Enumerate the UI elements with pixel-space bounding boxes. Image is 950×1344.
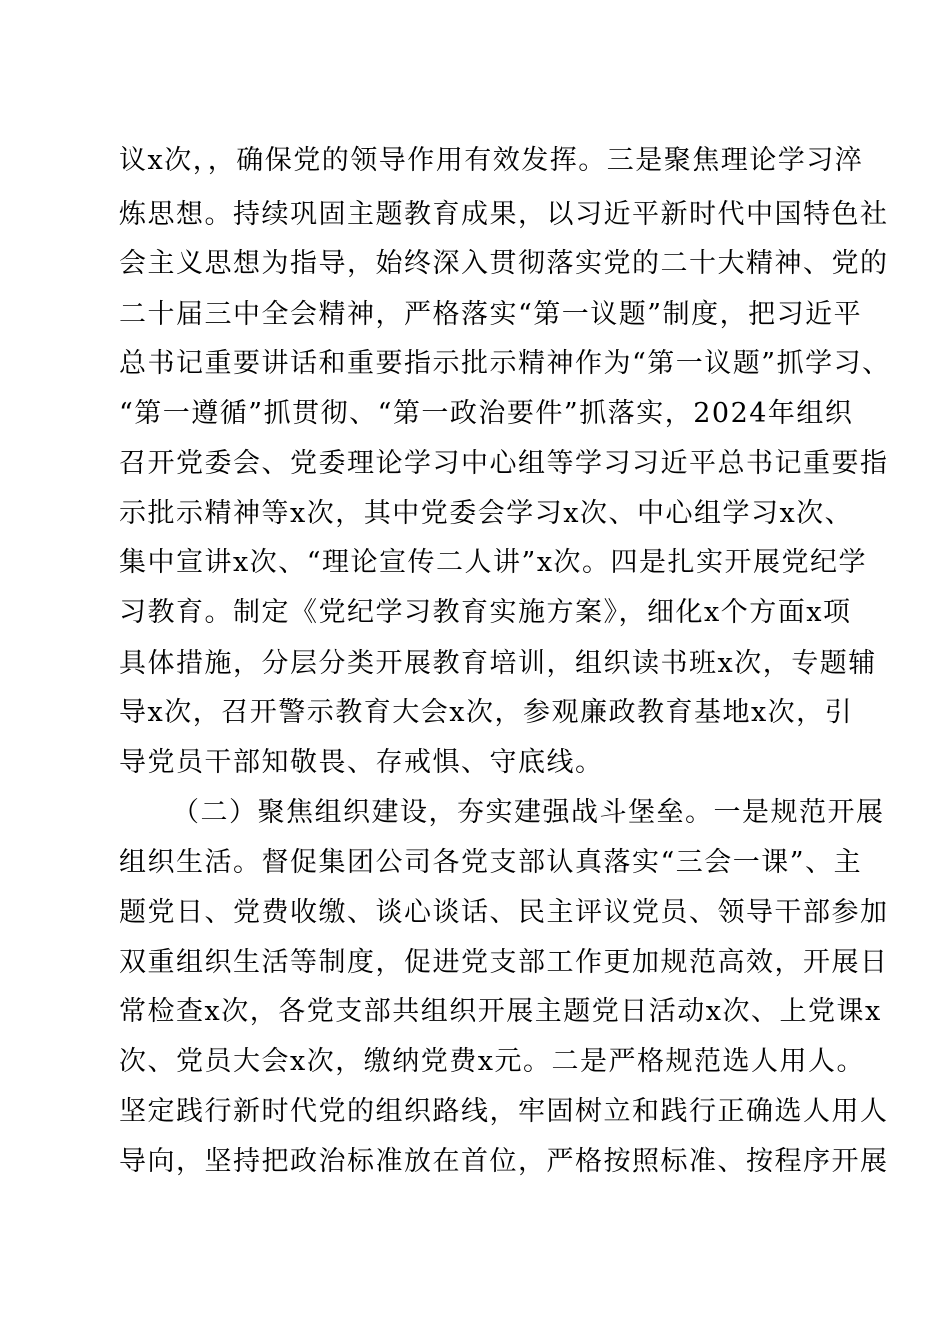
text-line: 集中宣讲x次、“理论宣传二人讲”x次。四是扎实开展党纪学 xyxy=(119,547,868,578)
text-line: 题党日、党费收缴、谈心谈话、民主评议党员、领导干部参加 xyxy=(119,897,889,928)
text-line: “第一遵循”抓贯彻、“第一政治要件”抓落实，2024年组织 xyxy=(119,398,854,429)
text-line: 议x次，，确保党的领导作用有效发挥。三是聚焦理论学习淬 xyxy=(119,145,864,176)
text-line: 习教育。制定《党纪学习教育实施方案》，细化x个方面x项 xyxy=(119,597,852,628)
text-line: 导x次，召开警示教育大会x次，参观廉政教育基地x次，引 xyxy=(119,697,854,728)
text-line: 坚定践行新时代党的组织路线，牢固树立和践行正确选人用人 xyxy=(119,1096,889,1127)
text-line: 双重组织生活等制度，促进党支部工作更加规范高效，开展日 xyxy=(119,947,889,978)
text-line: 导党员干部知敬畏、存戒惧、守底线。 xyxy=(119,747,604,778)
text-line: 召开党委会、党委理论学习中心组等学习习近平总书记重要指 xyxy=(119,448,889,479)
text-line: 炼思想。持续巩固主题教育成果，以习近平新时代中国特色社 xyxy=(119,199,889,230)
text-line: 具体措施，分层分类开展教育培训，组织读书班x次，专题辅 xyxy=(119,648,877,679)
text-line: 会主义思想为指导，始终深入贯彻落实党的二十大精神、党的 xyxy=(119,248,889,279)
text-line: 常检查x次，各党支部共组织开展主题党日活动x次、上党课x xyxy=(119,996,882,1027)
text-line: 总书记重要讲话和重要指示批示精神作为“第一议题”抓学习、 xyxy=(119,348,891,379)
text-line: 导向，坚持把政治标准放在首位，严格按照标准、按程序开展 xyxy=(119,1146,889,1177)
text-line: 示批示精神等x次，其中党委会学习x次、中心组学习x次、 xyxy=(119,498,854,529)
text-line: 次、党员大会x次，缴纳党费x元。二是严格规范选人用人。 xyxy=(119,1046,865,1077)
text-line: 组织生活。督促集团公司各党支部认真落实“三会一课”、主 xyxy=(119,847,863,878)
text-line: 二十届三中全会精神，严格落实“第一议题”制度，把习近平 xyxy=(119,299,863,330)
section-heading-line: （二）聚焦组织建设，夯实建强战斗堡垒。一是规范开展 xyxy=(172,797,885,828)
